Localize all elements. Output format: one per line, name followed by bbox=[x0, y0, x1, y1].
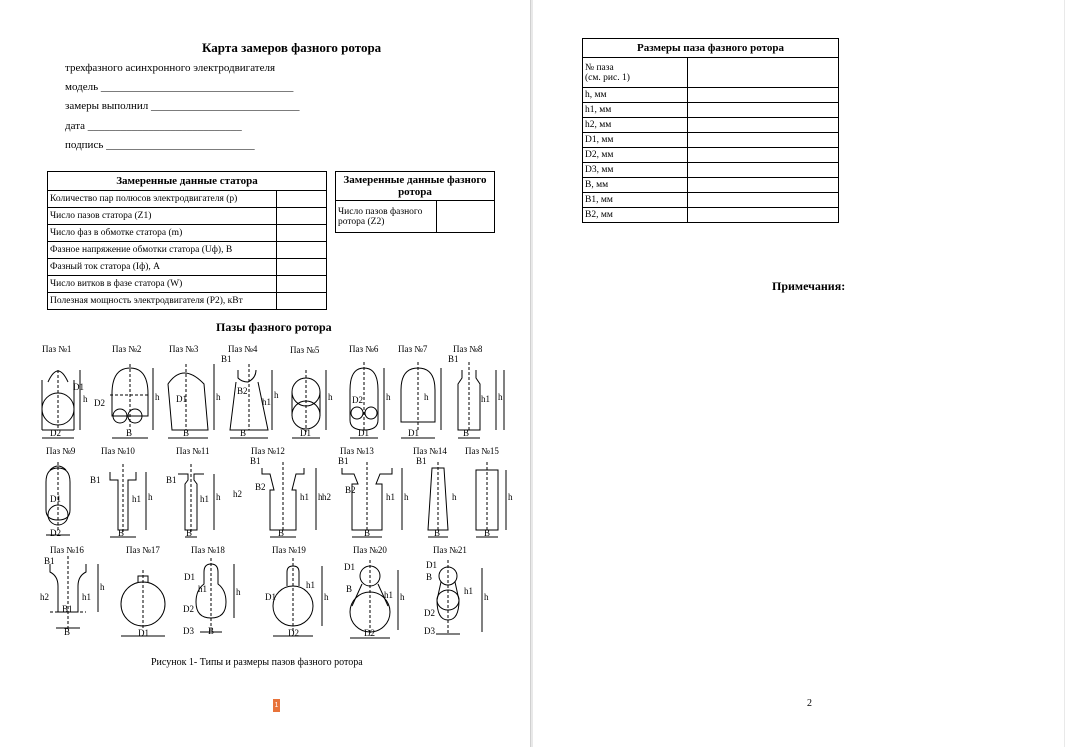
dim-label: B1 bbox=[448, 354, 459, 364]
dim-label: h1 bbox=[464, 586, 473, 596]
slot-drawing-7 bbox=[401, 362, 441, 438]
sizes-row-label: B2, мм bbox=[583, 208, 688, 223]
dim-label: B bbox=[278, 528, 285, 538]
sizes-value-cell[interactable] bbox=[688, 103, 839, 118]
slot-label-15: Паз №15 bbox=[465, 446, 499, 456]
stator-row-label: Количество пар полюсов электродвигателя (р) bbox=[48, 191, 277, 208]
dim-label: h1 bbox=[300, 492, 309, 502]
dim-label: h bbox=[236, 587, 241, 597]
sizes-row-label: h2, мм bbox=[583, 118, 688, 133]
dim-label: h bbox=[508, 492, 513, 502]
dim-label: D2 bbox=[50, 428, 61, 438]
sizes-row-label: № паза (см. рис. 1) bbox=[583, 58, 688, 88]
slot-drawing-17 bbox=[121, 570, 165, 636]
slot-drawing-18 bbox=[196, 558, 234, 632]
stator-row-label: Число фаз в обмотке статора (m) bbox=[48, 225, 277, 242]
dim-label: h bbox=[83, 394, 88, 404]
dim-label: h bbox=[484, 592, 489, 602]
dim-label: B bbox=[346, 584, 353, 594]
dim-label: h bbox=[328, 392, 333, 402]
slot-label-2: Паз №2 bbox=[112, 344, 142, 354]
sizes-row-label: D2, мм bbox=[583, 148, 688, 163]
stator-table-header: Замеренные данные статора bbox=[48, 172, 327, 191]
dim-label: h bbox=[324, 592, 329, 602]
dim-label: h1 bbox=[132, 494, 141, 504]
sizes-row-label: D1, мм bbox=[583, 133, 688, 148]
dim-label: h bbox=[155, 392, 160, 402]
figure-caption: Рисунок 1- Типы и размеры пазов фазного ротора bbox=[151, 657, 363, 668]
slot-label-18: Паз №18 bbox=[191, 545, 225, 555]
sizes-row-label: B1, мм bbox=[583, 193, 688, 208]
dim-label: B1 bbox=[166, 475, 177, 485]
stator-data-table bbox=[47, 171, 327, 310]
slot-label-7: Паз №7 bbox=[398, 344, 428, 354]
dim-label: B bbox=[126, 428, 133, 438]
slot-label-6: Паз №6 bbox=[349, 344, 379, 354]
dim-label: B bbox=[64, 627, 71, 637]
dim-label: B1 bbox=[62, 604, 73, 614]
dim-label: h2 bbox=[322, 492, 331, 502]
sizes-value-cell[interactable] bbox=[688, 178, 839, 193]
slot-label-4: Паз №4 bbox=[228, 344, 258, 354]
dim-label: h bbox=[386, 392, 391, 402]
right-page bbox=[533, 0, 1064, 747]
dim-label: h bbox=[216, 492, 221, 502]
dim-label: D1 bbox=[138, 628, 149, 638]
sizes-value-cell[interactable] bbox=[688, 208, 839, 223]
slot-label-10: Паз №10 bbox=[101, 446, 135, 456]
dim-label: D1 bbox=[73, 382, 84, 392]
dim-label: h bbox=[274, 390, 279, 400]
dim-label: D1 bbox=[184, 572, 195, 582]
model-line: модель ___________________________________ bbox=[65, 81, 294, 93]
dim-label: B bbox=[434, 528, 441, 538]
stator-row-label: Число витков в фазе статора (W) bbox=[48, 276, 277, 293]
dim-label: B bbox=[364, 528, 371, 538]
dim-label: D3 bbox=[424, 626, 435, 636]
dim-label: D1 bbox=[176, 394, 187, 404]
dim-label: h bbox=[400, 592, 405, 602]
dim-label: B1 bbox=[221, 354, 232, 364]
slot-label-9: Паз №9 bbox=[46, 446, 76, 456]
dim-label: B1 bbox=[90, 475, 101, 485]
dim-label: B2 bbox=[345, 485, 356, 495]
slot-drawing-15 bbox=[476, 462, 506, 537]
dim-label: h1 bbox=[200, 494, 209, 504]
dim-label: B2 bbox=[237, 386, 248, 396]
dim-label: D2 bbox=[288, 628, 299, 638]
dim-label: B bbox=[183, 428, 190, 438]
sizes-value-cell[interactable] bbox=[688, 163, 839, 178]
slot-label-16: Паз №16 bbox=[50, 545, 84, 555]
slot-label-8: Паз №8 bbox=[453, 344, 483, 354]
page-marker-badge: 1 bbox=[273, 699, 280, 712]
dim-label: D2 bbox=[364, 628, 375, 638]
stator-value-cell[interactable] bbox=[277, 225, 327, 242]
dim-label: D2 bbox=[424, 608, 435, 618]
dim-label: D3 bbox=[183, 626, 194, 636]
stator-row-label: Полезная мощность электродвигателя (P2), кВт bbox=[48, 293, 277, 310]
stator-value-cell[interactable] bbox=[277, 293, 327, 310]
slot-label-1: Паз №1 bbox=[42, 344, 72, 354]
signature-line: подпись ___________________________ bbox=[65, 139, 255, 151]
notes-title: Примечания: bbox=[772, 279, 846, 293]
dim-label: B bbox=[463, 428, 470, 438]
dim-label: B bbox=[484, 528, 491, 538]
dim-label: B1 bbox=[44, 556, 55, 566]
dim-label: h1 bbox=[262, 397, 271, 407]
sizes-value-cell[interactable] bbox=[688, 133, 839, 148]
dim-label: h bbox=[404, 492, 409, 502]
slot-label-3: Паз №3 bbox=[169, 344, 199, 354]
slot-label-13: Паз №13 bbox=[340, 446, 374, 456]
dim-label: B2 bbox=[255, 482, 266, 492]
dim-label: D1 bbox=[344, 562, 355, 572]
dim-label: D1 bbox=[426, 560, 437, 570]
dim-label: D2 bbox=[50, 528, 61, 538]
dim-label: h1 bbox=[198, 584, 207, 594]
rotor-value-cell[interactable] bbox=[437, 201, 495, 233]
dim-label: h1 bbox=[82, 592, 91, 602]
dim-label: B bbox=[426, 572, 433, 582]
stator-value-cell[interactable] bbox=[277, 208, 327, 225]
dim-label: D1 bbox=[300, 428, 311, 438]
dim-label: h2 bbox=[40, 592, 49, 602]
sizes-value-cell[interactable] bbox=[688, 118, 839, 133]
slot-drawing-3 bbox=[168, 364, 214, 438]
stator-value-cell[interactable] bbox=[277, 191, 327, 208]
slot-drawing-1 bbox=[42, 370, 80, 438]
slot-label-21: Паз №21 bbox=[433, 545, 467, 555]
slot-label-17: Паз №17 bbox=[126, 545, 160, 555]
dim-label: h bbox=[318, 492, 323, 502]
dim-label: D1 bbox=[50, 494, 61, 504]
dim-label: B1 bbox=[416, 456, 427, 466]
left-page bbox=[0, 0, 531, 747]
dim-label: D2 bbox=[352, 395, 363, 405]
stator-row-label: Фазное напряжение обмотки статора (Uф), В bbox=[48, 242, 277, 259]
rotor-row-label: Число пазов фазного ротора (Z2) bbox=[336, 201, 437, 233]
page-number: 2 bbox=[807, 698, 812, 709]
dim-label: D1 bbox=[265, 592, 276, 602]
card-title: Карта замеров фазного ротора bbox=[202, 40, 382, 55]
stator-row-label: Фазный ток статора (Iф), А bbox=[48, 259, 277, 276]
dim-label: h bbox=[498, 392, 503, 402]
slot-label-12: Паз №12 bbox=[251, 446, 285, 456]
sizes-value-cell[interactable] bbox=[688, 58, 839, 88]
stator-value-cell[interactable] bbox=[277, 276, 327, 293]
dim-label: D1 bbox=[408, 428, 419, 438]
dim-label: B bbox=[118, 528, 125, 538]
stator-row-label: Число пазов статора (Z1) bbox=[48, 208, 277, 225]
stator-value-cell[interactable] bbox=[277, 242, 327, 259]
slots-title: Пазы фазного ротора bbox=[216, 320, 332, 334]
dim-label: B bbox=[208, 626, 215, 636]
dim-label: D2 bbox=[94, 398, 105, 408]
rotor-data-table bbox=[335, 171, 495, 233]
sizes-table-header: Размеры паза фазного ротора bbox=[583, 39, 839, 58]
stator-value-cell[interactable] bbox=[277, 259, 327, 276]
slot-label-5: Паз №5 bbox=[290, 345, 320, 355]
dim-label: h bbox=[452, 492, 457, 502]
slot-label-14: Паз №14 bbox=[413, 446, 447, 456]
dim-label: B1 bbox=[338, 456, 349, 466]
dim-label: h bbox=[148, 492, 153, 502]
dim-label: B bbox=[186, 528, 193, 538]
dim-label: h1 bbox=[384, 590, 393, 600]
slot-label-11: Паз №11 bbox=[176, 446, 210, 456]
sizes-value-cell[interactable] bbox=[688, 193, 839, 208]
sizes-row-label: h1, мм bbox=[583, 103, 688, 118]
dim-label: D1 bbox=[358, 428, 369, 438]
slot-drawing-14 bbox=[428, 462, 448, 537]
dim-label: h1 bbox=[306, 580, 315, 590]
dim-label: h1 bbox=[481, 394, 490, 404]
dim-label: h bbox=[424, 392, 429, 402]
motor-type-line: трехфазного асинхронного электродвигателя bbox=[65, 62, 276, 74]
rotor-table-header: Замеренные данные фазного ротора bbox=[336, 172, 495, 201]
date-line: дата ____________________________ bbox=[65, 120, 242, 132]
dim-label: h bbox=[216, 392, 221, 402]
sizes-value-cell[interactable] bbox=[688, 88, 839, 103]
dim-label: B bbox=[240, 428, 247, 438]
dim-label: B1 bbox=[250, 456, 261, 466]
dim-label: h bbox=[100, 582, 105, 592]
slot-drawing-2 bbox=[110, 364, 153, 438]
slot-label-19: Паз №19 bbox=[272, 545, 306, 555]
sizes-row-label: D3, мм bbox=[583, 163, 688, 178]
measured-by-line: замеры выполнил ___________________________ bbox=[65, 100, 300, 112]
dim-label: h1 bbox=[386, 492, 395, 502]
slot-drawing-21 bbox=[436, 560, 482, 634]
slot-diagrams-figure bbox=[0, 350, 530, 645]
slot-sizes-table bbox=[582, 38, 839, 223]
dim-label: h2 bbox=[233, 489, 242, 499]
dim-label: D2 bbox=[183, 604, 194, 614]
slot-label-20: Паз №20 bbox=[353, 545, 387, 555]
sizes-row-label: h, мм bbox=[583, 88, 688, 103]
sizes-value-cell[interactable] bbox=[688, 148, 839, 163]
slot-drawing-19 bbox=[273, 558, 322, 636]
sizes-row-label: B, мм bbox=[583, 178, 688, 193]
